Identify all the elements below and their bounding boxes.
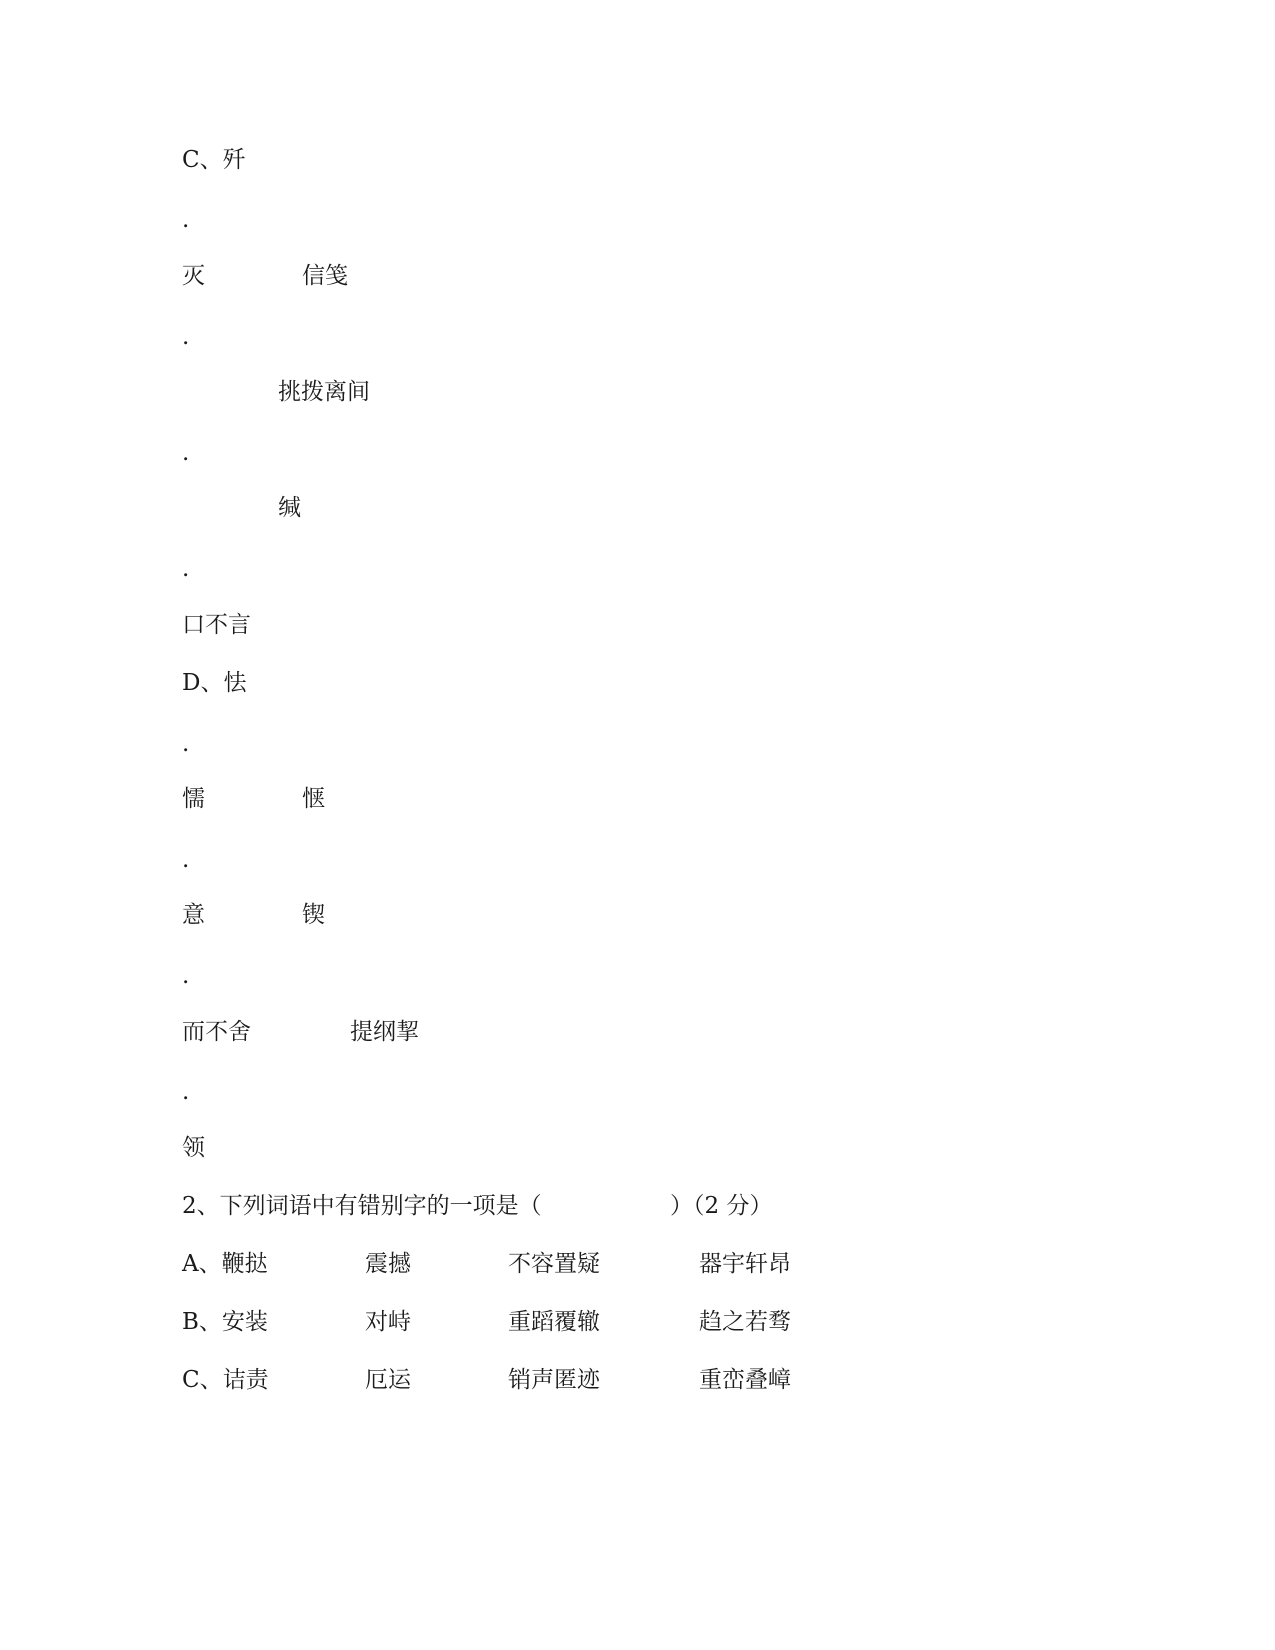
option-d-line [182, 1017, 532, 1047]
option-word: 器宇轩昂 [699, 1251, 791, 1277]
text-fragment: 懦 [182, 786, 205, 812]
question-2-option-b [182, 1307, 882, 1337]
text-fragment: 口不言 [182, 612, 251, 638]
text-fragment: 缄 [278, 495, 301, 521]
emphasis-dot: . [182, 963, 190, 989]
option-c-line [182, 261, 482, 291]
option-word: 趋之若骛 [699, 1309, 791, 1335]
option-word: 重峦叠嶂 [699, 1367, 791, 1393]
emphasis-dot: . [182, 556, 190, 582]
option-label: C、诘责 [182, 1367, 269, 1393]
text-fragment: 而不舍 [182, 1019, 251, 1045]
option-label: A、鞭挞 [182, 1251, 268, 1277]
emphasis-dot: . [182, 847, 190, 873]
question-2-option-a [182, 1249, 882, 1279]
question-2-option-c [182, 1365, 882, 1395]
text-fragment: 意 [182, 902, 205, 928]
text-fragment: 挑拨离间 [278, 379, 370, 405]
option-word: 不容置疑 [508, 1251, 600, 1277]
option-d-label: D、怯 [182, 670, 247, 696]
text-fragment: 惬 [302, 786, 325, 812]
question-2-suffix: ）（2 分） [670, 1193, 773, 1219]
option-word: 销声匿迹 [508, 1367, 600, 1393]
text-fragment: 锲 [302, 902, 325, 928]
emphasis-dot: . [182, 440, 190, 466]
option-d-line [182, 784, 482, 814]
option-c-label: C、歼 [182, 147, 246, 173]
question-2-stem [182, 1191, 882, 1221]
question-2-prefix: 2、下列词语中有错别字的一项是（ [182, 1193, 542, 1219]
text-fragment: 信笺 [302, 263, 348, 289]
option-word: 对峙 [365, 1309, 411, 1335]
option-d-line [182, 900, 482, 930]
emphasis-dot: . [182, 207, 190, 233]
text-fragment: 领 [182, 1135, 205, 1161]
option-word: 厄运 [365, 1367, 411, 1393]
option-label: B、安装 [182, 1309, 268, 1335]
emphasis-dot: . [182, 731, 190, 757]
option-word: 重蹈覆辙 [508, 1309, 600, 1335]
emphasis-dot: . [182, 1079, 190, 1105]
option-word: 震撼 [365, 1251, 411, 1277]
text-fragment: 提纲挈 [350, 1019, 419, 1045]
text-fragment: 灭 [182, 263, 205, 289]
emphasis-dot: . [182, 324, 190, 350]
